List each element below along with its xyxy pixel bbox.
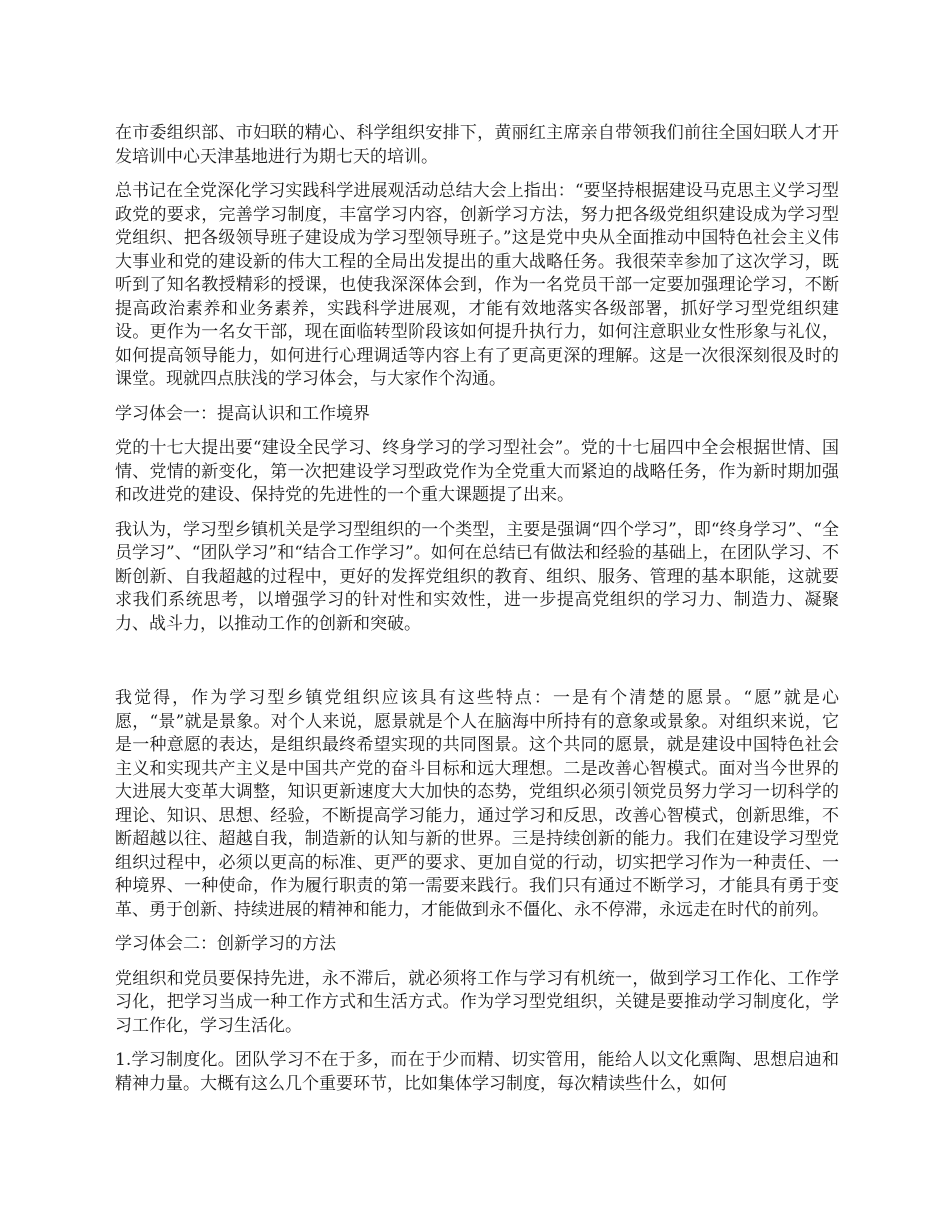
paragraph-intro: 在市委组织部、市妇联的精心、科学组织安排下，黄丽红主席亲自带领我们前往全国妇联人才开发培训中心天津基地进行为期七天的培训。 — [115, 123, 839, 167]
blank-spacer — [115, 647, 839, 687]
paragraph-characteristics: 我觉得，作为学习型乡镇党组织应该具有这些特点：一是有个清楚的愿景。“愿”就是心愿，“景”就是景象。对个人来说，愿景就是个人在脑海中所持有的意象或景象。对组织来说，它是一种意愿的表达，是组织最终希望实现的共同图景。这个共同的愿景，就是建设中国特色社会主义和实现共产主义是中国共产党的奋斗目标和远大理想。二是改善心智模式。面对当今世界的大进展大变革大调整，知识更新速度大大加快的态势，党组织必须引领党员努力学习一切科学的理论、知识、思想、经验，不断提高学习能力，通过学习和反思，改善心智模式，创新思维，不断超越以往、超越自我，制造新的认知与新的世界。三是持续创新的能力。我们在建设学习型党组织过程中，必须以更高的标准、更严的要求、更加自觉的行动，切实把学习作为一种责任、一种境界、一种使命，作为履行职责的第一需要来践行。我们只有通过不断学习，才能具有勇于变革、勇于创新、持续进展的精神和能力，才能做到永不僵化、永不停滞，永远走在时代的前列。 — [115, 688, 839, 920]
paragraph-work-and-study: 党组织和党员要保持先进，永不滞后，就必须将工作与学习有机统一，做到学习工作化、工作学习化，把学习当成一种工作方式和生活方式。作为学习型党组织，关键是要推动学习制度化，学习工作化，学习生活化。 — [115, 968, 839, 1036]
paragraph-learning-organization: 我认为，学习型乡镇机关是学习型组织的一个类型，主要是强调“四个学习”，即“终身学习”、“全员学习”、“团队学习”和“结合工作学习”。如何在总结已有做法和经验的基础上，在团队学习、不断创新、自我超越的过程中，更好的发挥党组织的教育、组织、服务、管理的基本职能，这就要求我们系统思考，以增强学习的针对性和实效性，进一步提高党组织的学习力、制造力、凝聚力、战斗力，以推动工作的创新和突破。 — [115, 519, 839, 634]
paragraph-seventeenth-congress: 党的十七大提出要“建设全民学习、终身学习的学习型社会”。党的十七届四中全会根据世情、国情、党情的新变化，第一次把建设学习型政党作为全党重大而紧迫的战略任务，作为新时期加强和改进党的建设、保持党的先进性的一个重大课题提了出来。 — [115, 438, 839, 505]
document-body — [115, 122, 839, 1107]
paragraph-study-system: 1.学习制度化。团队学习不在于多，而在于少而精、切实管用，能给人以文化熏陶、思想启迪和精神力量。大概有这么几个重要环节，比如集体学习制度，每次精读些什么，如何 — [115, 1050, 839, 1094]
heading-experience-one: 学习体会一：提高认识和工作境界 — [115, 403, 370, 424]
paragraph-speech-quote: 总书记在全党深化学习实践科学进展观活动总结大会上指出：“要坚持根据建设马克思主义学习型政党的要求，完善学习制度，丰富学习内容，创新学习方法，努力把各级党组织建设成为学习型党组织、把各级领导班子建设成为学习型领导班子。”这是党中央从全面推动中国特色社会主义伟大事业和党的建设新的伟大工程的全局出发提出的重大战略任务。我很荣幸参加了这次学习，既听到了知名教授精彩的授课，也使我深深体会到，作为一名党员干部一定要加强理论学习，不断提高政治素养和业务素养，实践科学进展观，才能有效地落实各级部署，抓好学习型党组织建设。更作为一名女干部，现在面临转型阶段该如何提升执行力，如何注意职业女性形象与礼仪，如何提高领导能力，如何进行心理调适等内容上有了更高更深的理解。这是一次很深刻很及时的课堂。现就四点肤浅的学习体会，与大家作个沟通。 — [115, 181, 839, 389]
heading-experience-two: 学习体会二：创新学习的方法 — [115, 934, 336, 954]
